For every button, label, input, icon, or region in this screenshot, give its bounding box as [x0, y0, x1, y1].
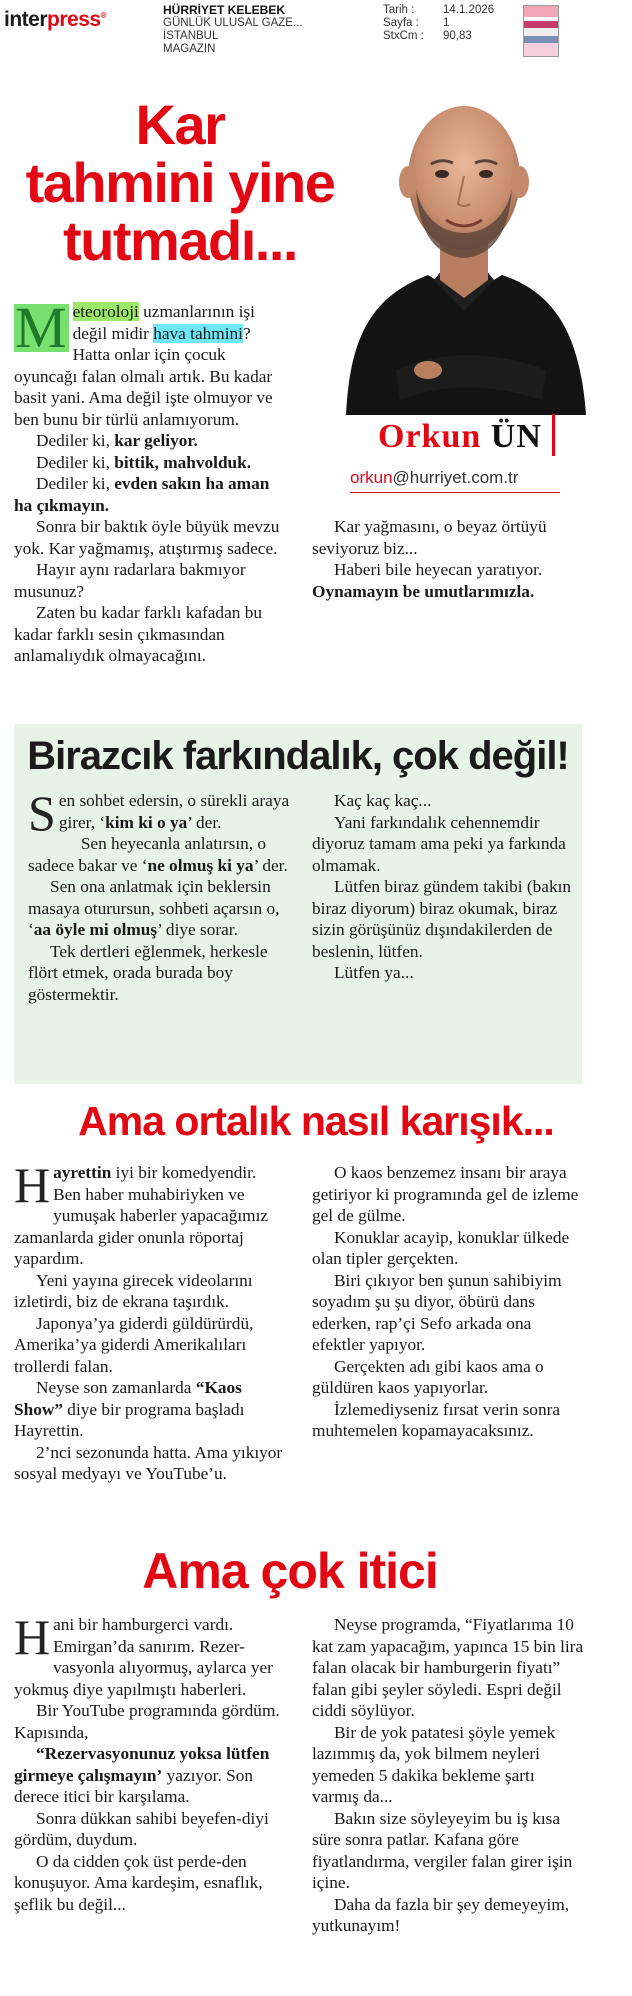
paragraph: Zaten bu kadar farklı kafadan bu kadar farklı sesin çıkmasından anlamalıydık olmayacağını.: [14, 603, 262, 665]
drop-cap: H: [14, 1609, 51, 1665]
email-underline: [350, 492, 560, 493]
paragraph: Daha da fazla bir şey demeyeyim, yutkunayım!: [312, 1894, 570, 1935]
paragraph: Sen heyecanla anlatırsın, o sadece bakar ve ‘ne olmuş ki ya’ der.: [28, 834, 288, 875]
publication-type: GÜNLÜK ULUSAL GAZE...: [163, 17, 303, 29]
author-email[interactable]: orkun@hurriyet.com.tr: [350, 468, 519, 487]
page-thumbnail[interactable]: [523, 5, 559, 57]
paragraph: Neyse son zamanlarda “Kaos Show” diye bir programa başladı Hayrettin.: [14, 1378, 245, 1440]
paragraph: Gerçekten adı gibi kaos ama o güldüren kaos yapıyorlar.: [312, 1356, 544, 1397]
paragraph: Dediler ki, evden sakın ha aman ha çıkmayın.: [14, 474, 270, 515]
publication-name: HÜRRİYET KELEBEK: [163, 3, 286, 17]
date-value: 14.1.2026: [443, 4, 495, 16]
article4-column-right: [312, 1614, 584, 1937]
paragraph: Tek dertleri eğlenmek, herkesle flört etmek, orada burada boy göstermektir.: [28, 941, 268, 1004]
paragraph: Sen sohbet edersin, o sürekli araya girer, ‘kim ki o ya’ der.: [28, 785, 290, 841]
paragraph: O kaos benzemez insanı bir araya getiriyor ki programında gel de izleme gel de gülme.: [312, 1163, 579, 1225]
paragraph: İzlemediyseniz fırsat verin sonra muhtemelen kopamayacaksınız.: [312, 1399, 561, 1440]
article4-column-left: [14, 1609, 288, 1915]
paragraph: Biri çıkıyor ben şunun sahibiyim soyadım şu şu diyor, öbürü dans ederken, rap’çi Sefo arkada ona efektler yapıyor.: [312, 1270, 562, 1354]
publication-section: MAGAZIN: [163, 43, 216, 55]
paragraph: M eteoroloji uzmanlarının işi değil midir hava tahmini? Hatta onlar için çocuk oyuncağı falan olmalı artık. Bu kadar basit yani. Ama değil işte olmuyor ve ben bunu bir türlü anlamıyorum.: [14, 295, 273, 429]
author-name-bar: [552, 414, 555, 456]
section3-heading: Ama ortalık nasıl karışık...: [78, 1098, 554, 1144]
date-label: Tarih :: [383, 4, 415, 16]
section4-heading: Ama çok itici: [142, 1543, 438, 1599]
highlight: eteoroloji: [72, 302, 139, 321]
publication-info: [163, 4, 303, 56]
stxcm-value: 90,83: [443, 30, 472, 42]
paragraph: Konuklar acayip, konuklar ülkede olan tipler gerçekten.: [312, 1227, 570, 1268]
drop-cap: H: [14, 1157, 51, 1213]
drop-cap: S: [28, 785, 56, 841]
article3-column-right: [312, 1162, 584, 1442]
article3-column-left: [14, 1157, 288, 1485]
paragraph: Japonya’ya giderdi güldürürdü, Amerika’ya giderdi Amerikalıları trollerdi falan.: [14, 1313, 254, 1376]
paragraph: Hayrettin iyi bir komedyendir. Ben haber muhabiriyken ve yumuşak haberler yapacağımız zamanlarda gider onunla röportaj yapardım.: [14, 1157, 269, 1268]
drop-cap: M: [15, 295, 67, 360]
publication-city: İSTANBUL: [163, 30, 219, 42]
paragraph: Sen ona anlatmak için beklersin masaya oturursun, sohbeti açarsın o, ‘aa öyle mi olmuş’ diye sorar.: [28, 877, 280, 939]
paragraph: Dediler ki, kar geliyor.: [36, 431, 198, 450]
paragraph: 2’nci sezonunda hatta. Ama yıkıyor sosyal medyayı ve YouTube’u.: [14, 1442, 283, 1483]
paragraph: Bir de yok patatesi şöyle yemek lazımmış da, yok bilmem neyleri yemeden 5 dakika bekleme şartı varmış da...: [312, 1722, 556, 1806]
author-portrait: [336, 70, 592, 415]
page-label: Sayfa :: [383, 17, 419, 29]
clipping-meta: [383, 4, 494, 43]
paragraph: Lütfen ya...: [334, 963, 414, 982]
interpress-logo: interpress®: [4, 8, 106, 31]
article2-column-left: [28, 785, 296, 1005]
paragraph: Kaç kaç kaç...: [334, 791, 432, 810]
article1-column-right: [312, 516, 584, 602]
section2-heading: Birazcık farkındalık, çok değil!: [27, 734, 569, 778]
paragraph: O da cidden çok üst perde-den konuşuyor. Ama kardeşim, esnaflık, şeflik bu değil...: [14, 1851, 263, 1914]
paragraph: Bakın size söyleyeyim bu iş kısa süre sonra patlar. Kafana göre fiyatlandırma, vergiler falan girer işin içine.: [312, 1808, 573, 1892]
paragraph: Hayır aynı radarlara bakmıyor musunuz?: [14, 560, 246, 601]
paragraph: Neyse programda, “Fiyatlarıma 10 kat zam yapacağım, yapınca 15 bin lira falan olacak bir hamburgerin fiyatı” falan gibi şeyler söyledi. Espri değil ciddi söylüyor.: [312, 1615, 584, 1720]
paragraph: Yani farkındalık cehennemdir diyoruz tamam ama peki ya farkında olmamak.: [312, 812, 566, 875]
paragraph: Lütfen biraz gündem takibi (bakın biraz diyorum) biraz okumak, biraz sizin görüşünüz dışındakilerden de beslenin, lütfen.: [312, 877, 572, 961]
stxcm-label: StxCm :: [383, 30, 424, 42]
author-name: Orkun ÜN: [378, 418, 542, 455]
paragraph: Kar yağmasını, o beyaz örtüyü seviyoruz biz...: [312, 517, 547, 558]
article2-column-right: [312, 790, 576, 984]
clipping-header: [0, 0, 632, 64]
article1-column-left: [14, 295, 286, 667]
paragraph: Haberi bile heyecan yaratıyor. Oynamayın be umutlarımızla.: [312, 560, 543, 601]
paragraph: Hani bir hamburgerci vardı. Emirgan’da sanırım. Rezer-vasyonla alıyormuş, aylarca yer yokmuş diye yapılmıştı haberleri.: [14, 1609, 273, 1699]
page-value: 1: [443, 17, 450, 29]
paragraph: “Rezervasyonunuz yoksa lütfen girmeye çalışmayın’ yazıyor. Son derece itici bir karşılama.: [14, 1744, 270, 1806]
paragraph: Sonra dükkan sahibi beyefen-diyi gördüm, duydum.: [14, 1808, 269, 1849]
main-headline: Kar tahmini yine tutmadı...: [25, 93, 335, 272]
paragraph: Bir YouTube programında gördüm. Kapısında,: [14, 1701, 280, 1742]
paragraph: Yeni yayına girecek videolarını izletirdi, biz de ekrana taşırdık.: [14, 1270, 253, 1311]
paragraph: Sonra bir baktık öyle büyük mevzu yok. Kar yağmamış, atıştırmış sadece.: [14, 517, 280, 558]
highlight: hava tahmini: [153, 323, 243, 343]
paragraph: Dediler ki, bittik, mahvolduk.: [36, 452, 252, 472]
